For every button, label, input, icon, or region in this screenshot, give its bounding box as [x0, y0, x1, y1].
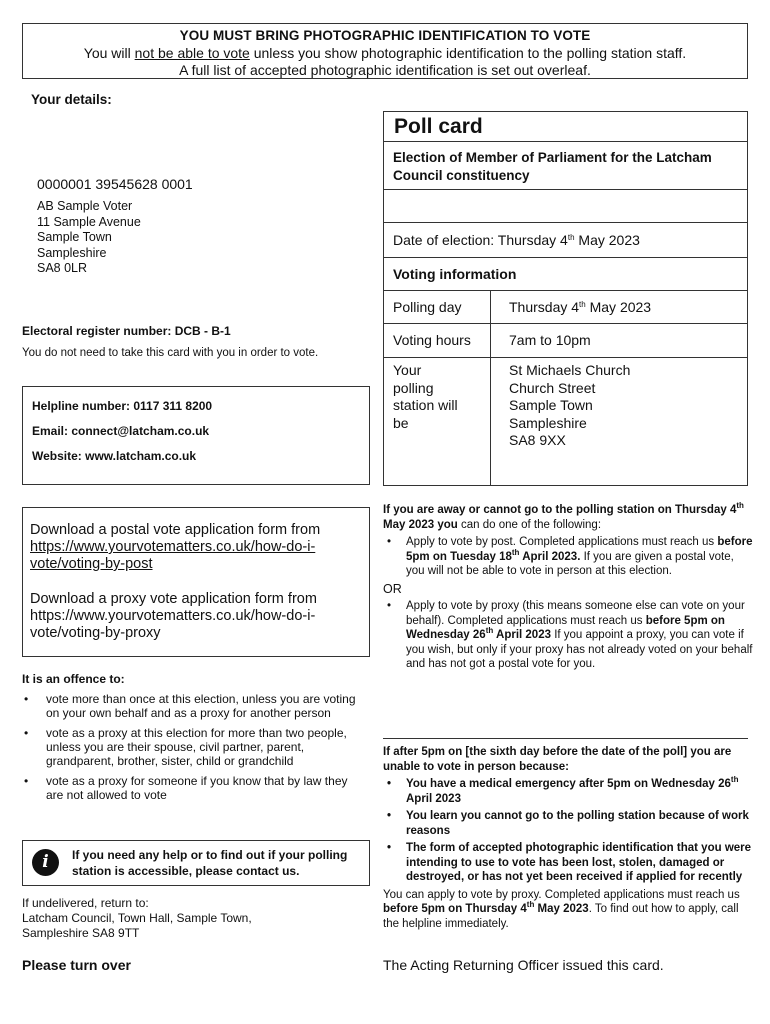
proxy-deadline-suffix: th	[485, 626, 494, 635]
proxy-download-text: Download a proxy vote application form from https://www.yourvotematters.co.uk/how-do-i-vote/voting-by-proxy	[30, 591, 317, 641]
emergency-intro: If after 5pm on [the sixth day before the date of the poll] you are unable to vote in person because:	[383, 746, 732, 773]
bullet-icon: •	[387, 600, 392, 612]
polling-station-address	[509, 362, 630, 450]
list-item	[22, 726, 362, 768]
postal-download-text	[30, 522, 360, 573]
polling-station-label	[393, 362, 458, 432]
return-line: If undelivered, return to:	[22, 896, 149, 910]
list-item	[383, 599, 753, 672]
station-label-line: station will	[393, 397, 458, 413]
station-label-line: polling	[393, 379, 434, 396]
list-item	[383, 841, 753, 885]
offence-list	[22, 692, 362, 808]
day-suffix: th	[579, 300, 586, 309]
station-address-line: Church Street	[509, 379, 596, 396]
election-name: Election of Member of Parliament for the Latcham Council constituency	[384, 142, 747, 190]
offence-item-text: vote more than once at this election, unless you are voting on your own behalf and as a proxy for another person	[46, 692, 356, 720]
proxy-deadline-tail: April 2023	[493, 629, 551, 641]
list-item	[383, 777, 753, 806]
emergency-item-tail: April 2023	[406, 792, 461, 805]
poll-card-table	[383, 111, 748, 486]
bullet-icon: •	[387, 778, 392, 790]
column-divider	[490, 291, 491, 485]
bullet-icon: •	[24, 692, 29, 706]
away-intro	[383, 503, 753, 532]
bullet-icon: •	[387, 536, 392, 548]
election-date-tail: May 2023	[574, 232, 640, 248]
download-box	[22, 507, 370, 657]
help-box	[22, 840, 370, 886]
emergency-item-text: The form of accepted photographic identification that you were intending to use to vote has been lost, stolen, damaged or destroyed, or has not yet been received if applied for recently	[406, 842, 752, 883]
contact-email: Email: connect@latcham.co.uk	[32, 424, 210, 438]
away-intro-rest: can do one of the following:	[457, 518, 602, 531]
offence-heading: It is an offence to:	[22, 672, 125, 686]
contact-box	[22, 386, 370, 485]
list-item	[22, 774, 362, 802]
station-address-line: SA8 9XX	[509, 432, 566, 448]
station-address-line: St Michaels Church	[509, 362, 631, 378]
list-item	[383, 809, 753, 838]
polling-day-value-text: Thursday 4	[509, 299, 580, 315]
bullet-icon: •	[387, 810, 392, 822]
help-text: If you need any help or to find out if your polling station is accessible, please contact us.	[72, 848, 348, 878]
notice-line-2: A full list of accepted photographic identification is set out overleaf.	[179, 62, 591, 78]
voting-info-heading: Voting information	[384, 258, 747, 291]
helpline-number: Helpline number: 0117 311 8200	[32, 399, 213, 413]
divider	[383, 738, 748, 739]
postal-text: Apply to vote by post. Completed applications must reach us	[406, 536, 718, 548]
list-item	[383, 535, 753, 579]
voting-hours-row	[384, 324, 747, 358]
address-line: SA8 0LR	[37, 261, 88, 275]
no-need-note: You do not need to take this card with you in order to vote.	[22, 347, 319, 359]
notice-title: YOU MUST BRING PHOTOGRAPHIC IDENTIFICATION TO VOTE	[179, 28, 591, 43]
station-address-line: Sample Town	[509, 397, 593, 413]
emergency-tail-text: You can apply to vote by proxy. Completed applications must reach us	[383, 888, 740, 901]
bullet-icon: •	[24, 774, 29, 788]
address-line: Sample Town	[37, 230, 112, 244]
return-line: Sampleshire SA8 9TT	[22, 926, 140, 940]
emergency-item-text: You learn you cannot go to the polling station because of work reasons	[406, 810, 749, 837]
contact-website: Website: www.latcham.co.uk	[32, 449, 197, 463]
away-instructions	[383, 503, 753, 675]
proxy-text-2: If you appoint a proxy, you can vote if you wish, but only if your proxy has not already voted on your behalf and has not got a postal vote for you.	[406, 629, 753, 670]
emergency-item-text: You have a medical emergency after 5pm on Wednesday 26	[406, 778, 731, 790]
proxy-deadline: before 5pm on Wednesday 26	[406, 614, 725, 641]
list-item	[22, 692, 362, 720]
polling-day-tail: May 2023	[585, 299, 652, 315]
blank-row	[384, 190, 747, 223]
emergency-deadline-tail: May 2023	[534, 903, 589, 915]
poll-card-title: Poll card	[384, 112, 747, 142]
offence-item-text: vote as a proxy at this election for more than two people, unless you are their spouse, civil partner, parent, grandparent, brother, sister, child or grandchild	[46, 726, 347, 768]
election-date-label: Date of election: Thursday 4	[393, 232, 568, 248]
station-address-line: Sampleshire	[509, 414, 587, 431]
please-turn-over: Please turn over	[22, 957, 131, 973]
election-date	[384, 223, 747, 258]
emergency-item-suffix: th	[730, 775, 739, 784]
notice-line-1	[23, 45, 747, 63]
electoral-register-number: Electoral register number: DCB - B-1	[22, 324, 231, 338]
bullet-icon: •	[387, 842, 392, 854]
offence-item-text: vote as a proxy for someone if you know that by law they are not allowed to vote	[46, 774, 348, 802]
away-intro-suffix: th	[736, 501, 744, 510]
voting-hours-label: Voting hours	[393, 332, 471, 348]
issued-by: The Acting Returning Officer issued this card.	[383, 957, 664, 973]
polling-day-row	[384, 291, 747, 324]
emergency-deadline: before 5pm on Thursday 4	[383, 903, 527, 915]
voting-hours-value: 7am to 10pm	[509, 332, 591, 348]
return-line: Latcham Council, Town Hall, Sample Town,	[22, 911, 252, 925]
postal-deadline-suffix: th	[511, 547, 520, 557]
notice-line-1-underlined: not be able to vote	[134, 44, 250, 61]
postal-download-label: Download a postal vote application form from	[30, 522, 321, 538]
photo-id-notice	[22, 23, 748, 79]
postal-text-2: If you are given a postal vote, you will not be able to vote in person at this election.	[406, 550, 734, 577]
proxy-text: Apply to vote by proxy (this means someone else can vote on your behalf). Completed applications must reach us	[406, 600, 745, 627]
your-details-heading: Your details:	[31, 92, 112, 107]
voter-number: 0000001 39545628 0001	[37, 176, 193, 192]
info-icon: i	[32, 849, 59, 876]
postal-deadline: before 5pm on Tuesday 18	[406, 536, 753, 563]
address-line: 11 Sample Avenue	[37, 214, 141, 229]
or-separator: OR	[383, 581, 402, 596]
emergency-instructions	[383, 745, 753, 931]
voter-address	[37, 199, 141, 277]
emergency-tail-text-2: . To find out how to apply, call the helpline immediately.	[383, 903, 739, 930]
station-label-line: be	[393, 414, 409, 431]
postal-deadline-tail: April 2023.	[519, 550, 581, 563]
notice-line-1-pre: You will	[83, 44, 135, 61]
address-line: Sampleshire	[37, 245, 107, 260]
bullet-icon: •	[24, 726, 29, 740]
date-suffix: th	[567, 233, 575, 242]
polling-day-value	[509, 299, 651, 315]
polling-day-label: Polling day	[393, 299, 462, 315]
away-intro-bold-2: May 2023 you	[383, 518, 458, 531]
return-address	[22, 896, 252, 941]
emergency-tail	[383, 888, 753, 932]
notice-line-1-post: unless you show photographic identification to the polling station staff.	[249, 44, 687, 61]
postal-vote-link[interactable]: https://www.yourvotematters.co.uk/how-do-i-vote/voting-by-post	[30, 539, 316, 572]
station-label-line: Your	[393, 362, 422, 378]
emergency-deadline-suffix: th	[526, 900, 535, 909]
address-line: AB Sample Voter	[37, 199, 133, 213]
away-intro-bold: If you are away or cannot go to the polling station on Thursday 4	[383, 504, 737, 516]
